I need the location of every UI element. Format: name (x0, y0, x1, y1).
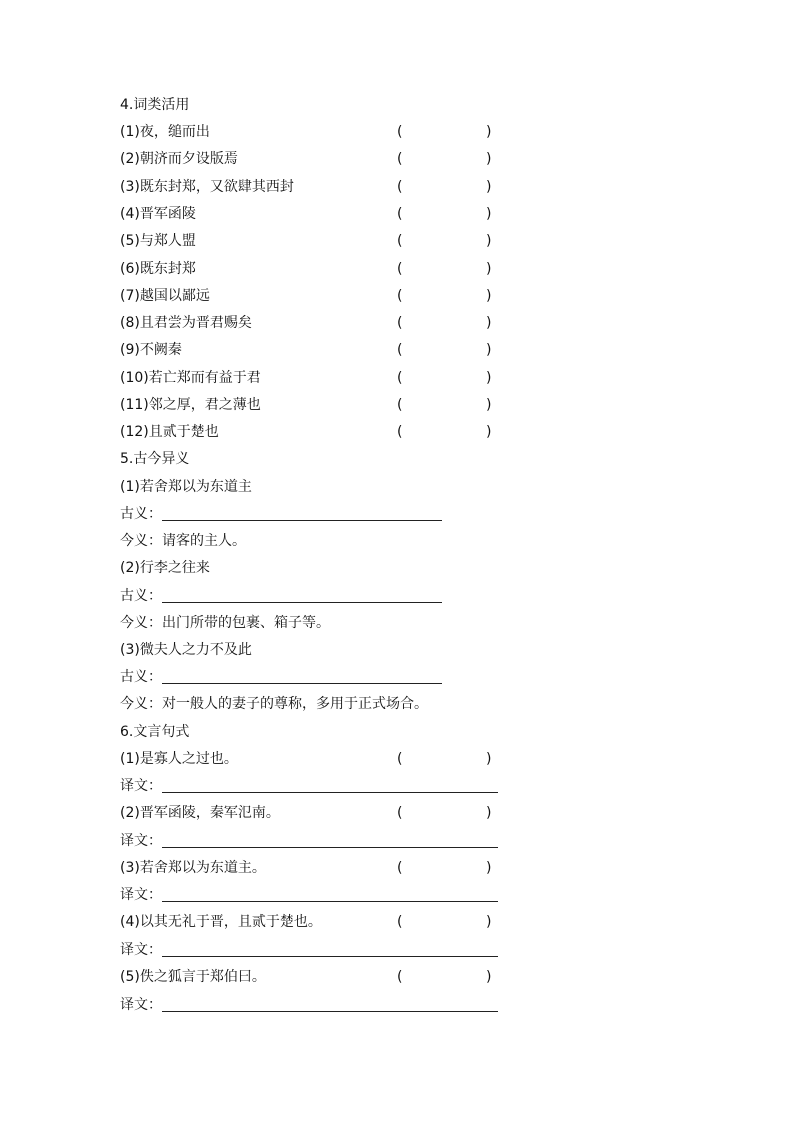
answer-paren-close: ) (486, 860, 492, 876)
ancient-meaning-label: 古义： (120, 669, 162, 685)
section-4-item: (2)朝济而夕设版焉 (120, 151, 238, 167)
section-5-phrase: (2)行李之往来 (120, 560, 210, 576)
ancient-meaning-label: 古义： (120, 588, 162, 604)
answer-paren-open: ( (397, 424, 403, 440)
answer-paren-open: ( (397, 751, 403, 767)
section-4-item: (7)越国以鄙远 (120, 288, 210, 304)
answer-paren-close: ) (486, 397, 492, 413)
translation-blank[interactable] (162, 847, 498, 848)
answer-paren-close: ) (486, 914, 492, 930)
answer-paren-close: ) (486, 315, 492, 331)
answer-paren-open: ( (397, 397, 403, 413)
answer-paren-open: ( (397, 206, 403, 222)
section-6-heading: 6.文言句式 (120, 724, 190, 740)
answer-paren-open: ( (397, 370, 403, 386)
section-4-item: (12)且贰于楚也 (120, 424, 219, 440)
modern-meaning: 今义：对一般人的妻子的尊称，多用于正式场合。 (120, 696, 428, 712)
answer-paren-open: ( (397, 969, 403, 985)
answer-paren-close: ) (486, 288, 492, 304)
answer-paren-close: ) (486, 151, 492, 167)
answer-paren-open: ( (397, 315, 403, 331)
answer-paren-close: ) (486, 342, 492, 358)
answer-paren-close: ) (486, 124, 492, 140)
answer-paren-open: ( (397, 261, 403, 277)
modern-meaning: 今义：请客的主人。 (120, 533, 246, 549)
translation-blank[interactable] (162, 1011, 498, 1012)
answer-paren-close: ) (486, 206, 492, 222)
modern-meaning: 今义：出门所带的包裹、箱子等。 (120, 615, 330, 631)
answer-paren-open: ( (397, 233, 403, 249)
answer-paren-close: ) (486, 261, 492, 277)
section-5-phrase: (3)微夫人之力不及此 (120, 642, 252, 658)
section-4-item: (4)晋军函陵 (120, 206, 196, 222)
answer-paren-open: ( (397, 860, 403, 876)
section-4-item: (10)若亡郑而有益于君 (120, 370, 261, 386)
answer-paren-open: ( (397, 151, 403, 167)
translation-label: 译文： (120, 887, 162, 903)
section-6-sentence: (5)佚之狐言于郑伯曰。 (120, 969, 266, 985)
ancient-meaning-blank[interactable] (162, 602, 442, 603)
section-6-sentence: (4)以其无礼于晋，且贰于楚也。 (120, 914, 322, 930)
section-5-phrase: (1)若舍郑以为东道主 (120, 479, 252, 495)
section-4-heading: 4.词类活用 (120, 97, 190, 113)
answer-paren-close: ) (486, 969, 492, 985)
section-4-item: (9)不阙秦 (120, 342, 182, 358)
translation-label: 译文： (120, 942, 162, 958)
ancient-meaning-blank[interactable] (162, 520, 442, 521)
section-4-item: (5)与郑人盟 (120, 233, 196, 249)
section-6-sentence: (1)是寡人之过也。 (120, 751, 238, 767)
answer-paren-close: ) (486, 179, 492, 195)
section-5-heading: 5.古今异义 (120, 451, 190, 467)
section-4-item: (11)邻之厚，君之薄也 (120, 397, 261, 413)
translation-blank[interactable] (162, 956, 498, 957)
answer-paren-open: ( (397, 124, 403, 140)
section-6-sentence: (3)若舍郑以为东道主。 (120, 860, 266, 876)
section-4-item: (6)既东封郑 (120, 261, 196, 277)
ancient-meaning-label: 古义： (120, 506, 162, 522)
translation-label: 译文： (120, 833, 162, 849)
answer-paren-close: ) (486, 370, 492, 386)
section-4-item: (8)且君尝为晋君赐矣 (120, 315, 252, 331)
answer-paren-open: ( (397, 179, 403, 195)
answer-paren-open: ( (397, 805, 403, 821)
section-6-sentence: (2)晋军函陵，秦军氾南。 (120, 805, 280, 821)
section-4-item: (1)夜，缒而出 (120, 124, 210, 140)
answer-paren-open: ( (397, 342, 403, 358)
answer-paren-close: ) (486, 424, 492, 440)
section-4-item: (3)既东封郑，又欲肆其西封 (120, 179, 294, 195)
answer-paren-open: ( (397, 288, 403, 304)
translation-label: 译文： (120, 778, 162, 794)
answer-paren-close: ) (486, 233, 492, 249)
answer-paren-close: ) (486, 805, 492, 821)
ancient-meaning-blank[interactable] (162, 683, 442, 684)
translation-blank[interactable] (162, 901, 498, 902)
translation-label: 译文： (120, 997, 162, 1013)
translation-blank[interactable] (162, 792, 498, 793)
answer-paren-close: ) (486, 751, 492, 767)
answer-paren-open: ( (397, 914, 403, 930)
